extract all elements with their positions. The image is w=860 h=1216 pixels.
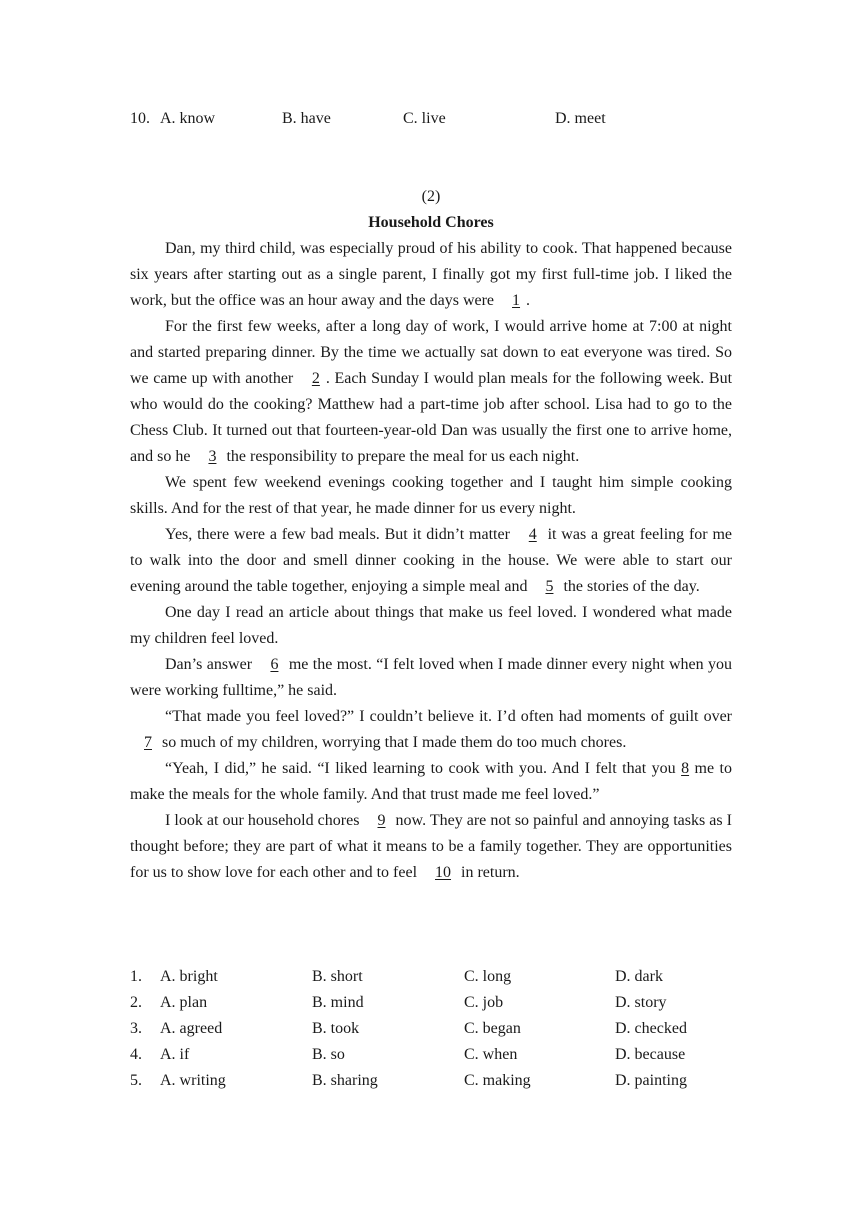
paragraph: Yes, there were a few bad meals. But it didn’t matter 4 it was a great feeling for me to walk into the door and smell dinner cooking in the house. We were able to start our evening around the table together, enjoying a simple meal and 5 the stories of the day. <box>130 526 733 595</box>
question-number: 3. <box>130 1020 142 1037</box>
option-d: D. story <box>615 994 667 1011</box>
option-b: B. so <box>312 1046 345 1063</box>
blank-10: 10 <box>435 864 452 881</box>
passage <box>130 236 732 886</box>
paragraph: “That made you feel loved?” I couldn’t believe it. I’d often had moments of guilt over 7 so much of my children, worrying that I made them do too much chores. <box>130 704 732 756</box>
option-b: B. took <box>312 1020 360 1037</box>
option-d: D. checked <box>615 1020 687 1037</box>
question-number: 5. <box>130 1072 142 1089</box>
option-c: C. live <box>403 110 446 127</box>
blank-2: 2 <box>311 370 320 387</box>
blank-9: 9 <box>377 812 386 829</box>
blank-1: 1 <box>512 292 521 309</box>
blank-8: 8 <box>681 760 690 777</box>
section-number: (2) <box>421 188 441 205</box>
paragraph: For the first few weeks, after a long day of work, I would arrive home at 7:00 at night and started preparing dinner. By the time we actually sat down to eat everyone was tired. So we came up with another 2 . Each Sunday I would plan meals for the following week. But who would do the cooking? Matthew had a part-time job after school. Lisa had to go to the Chess Club. It turned out that fourteen-year-old Dan was usually the first one to arrive home, and so he 3 the responsibility to prepare the meal for us each night. <box>130 318 733 465</box>
option-c: C. when <box>464 1046 518 1063</box>
passage-title: Household Chores <box>368 214 494 231</box>
question-number: 4. <box>130 1046 142 1063</box>
paragraph: We spent few weekend evenings cooking together and I taught him simple cooking skills. And for the rest of that year, he made dinner for us every night. <box>130 474 732 517</box>
question-number: 2. <box>130 994 142 1011</box>
option-b: B. sharing <box>312 1072 378 1089</box>
paragraph: I look at our household chores 9 now. They are not so painful and annoying tasks as I thought before; they are part of what it means to be a family together. They are opportunities for us to show love for each other and to feel 10 in return. <box>130 812 732 881</box>
question-number: 1. <box>130 968 142 985</box>
blank-3: 3 <box>208 448 217 465</box>
blank-7: 7 <box>144 734 152 751</box>
option-c: C. began <box>464 1020 521 1037</box>
question-number: 10. <box>130 110 150 127</box>
paragraph: “Yeah, I did,” he said. “I liked learning to cook with you. And I felt that you 8 me to make the meals for the whole family. And that trust made me feel loved.” <box>130 760 733 803</box>
option-a: A. bright <box>160 968 218 985</box>
option-c: C. job <box>464 994 504 1011</box>
blank-5: 5 <box>545 578 554 595</box>
option-a: A. plan <box>160 994 208 1011</box>
blank-4: 4 <box>528 526 537 543</box>
option-a: A. writing <box>160 1072 226 1089</box>
option-b: B. mind <box>312 994 364 1011</box>
option-c: C. long <box>464 968 512 985</box>
blank-6: 6 <box>270 656 279 673</box>
paragraph: One day I read an article about things that make us feel loved. I wondered what made my children feel loved. <box>130 604 732 647</box>
option-a: A. know <box>160 110 216 127</box>
option-d: D. because <box>615 1046 686 1063</box>
option-d: D. dark <box>615 968 663 985</box>
option-a: A. if <box>160 1046 190 1063</box>
option-a: A. agreed <box>160 1020 223 1037</box>
paragraph: Dan’s answer 6 me the most. “I felt loved when I made dinner every night when you were working fulltime,” he said. <box>130 656 733 699</box>
option-c: C. making <box>464 1072 531 1089</box>
option-d: D. painting <box>615 1072 687 1089</box>
option-d: D. meet <box>555 110 606 127</box>
paragraph: Dan, my third child, was especially proud of his ability to cook. That happened because six years after starting out as a single parent, I finally got my first full-time job. I liked the work, but the office was an hour away and the days were 1 . <box>130 240 732 309</box>
option-b: B. have <box>282 110 331 127</box>
option-b: B. short <box>312 968 363 985</box>
